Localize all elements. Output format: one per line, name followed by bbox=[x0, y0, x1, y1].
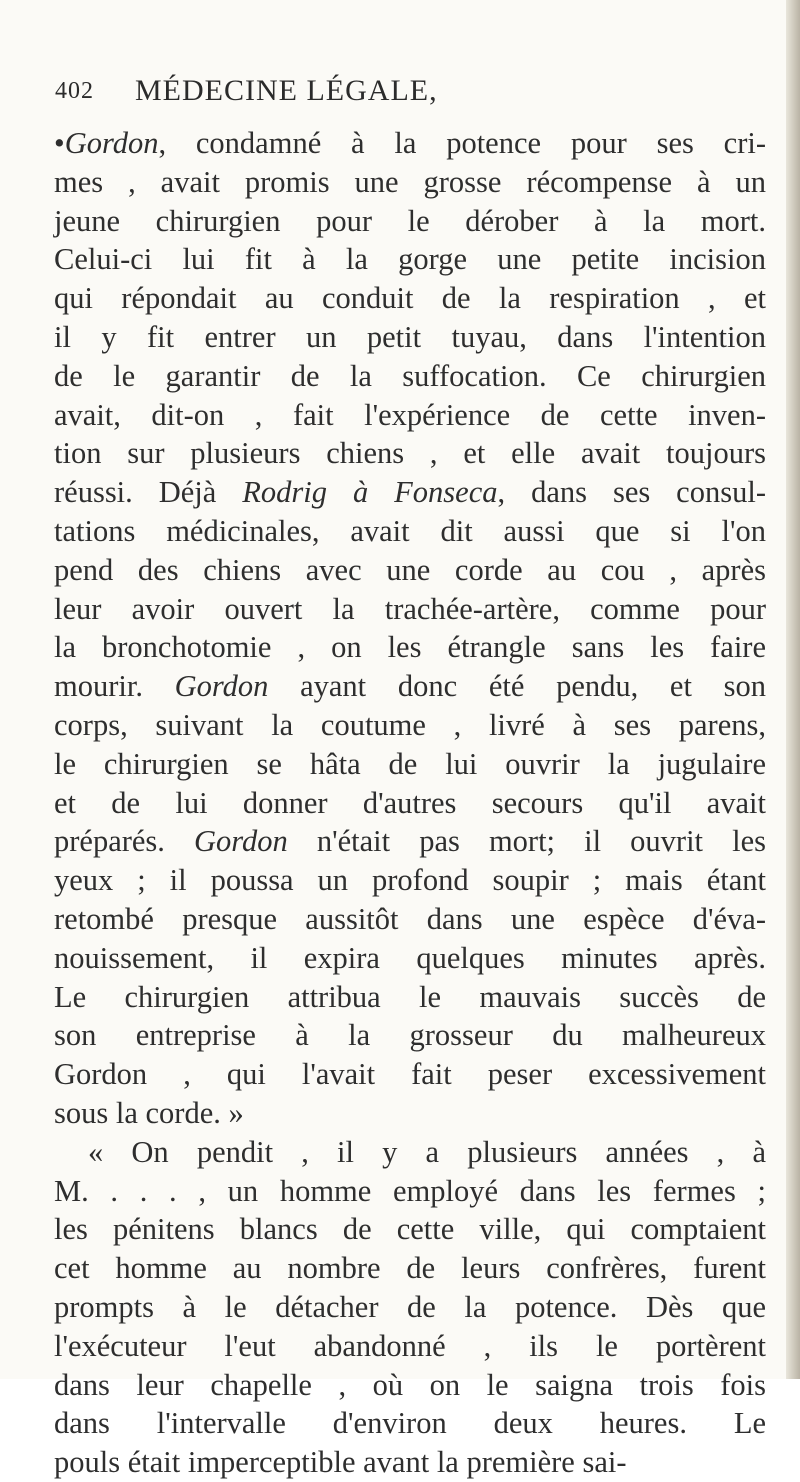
text-line bbox=[54, 628, 766, 667]
text-segment: cet homme au nombre de leurs confrères, furent bbox=[54, 1251, 766, 1286]
text-line bbox=[54, 745, 766, 784]
text-line bbox=[54, 1016, 766, 1055]
text-segment: prompts à le détacher de la potence. Dès que bbox=[54, 1289, 766, 1324]
text-segment: pend des chiens avec une corde au cou , après bbox=[54, 552, 766, 587]
page-edge-shadow bbox=[786, 0, 800, 1379]
text-line bbox=[54, 1172, 766, 1211]
text-line bbox=[54, 512, 766, 551]
text-segment: Gordon , qui l'avait fait peser excessivement bbox=[54, 1057, 766, 1092]
italic-name: Gordon bbox=[194, 824, 288, 859]
text-segment: , condamné à la potence pour ses cri- bbox=[158, 126, 766, 160]
italic-name: Gordon bbox=[64, 126, 159, 160]
text-segment: de le garantir de la suffocation. Ce chirurgien bbox=[54, 358, 766, 393]
text-line bbox=[54, 1249, 766, 1288]
text-segment: la bronchotomie , on les étrangle sans les faire bbox=[54, 630, 766, 665]
text-segment: mourir. bbox=[54, 669, 175, 704]
text-segment: « On pendit , il y a plusieurs années , à bbox=[88, 1134, 766, 1169]
italic-name: Rodrig à Fonseca bbox=[242, 475, 498, 510]
text-segment: sous la corde. » bbox=[54, 1095, 244, 1130]
text-line bbox=[54, 473, 766, 512]
text-line bbox=[54, 163, 766, 202]
text-line bbox=[54, 396, 766, 435]
text-segment: M. . . . , un homme employé dans les fermes ; bbox=[54, 1173, 766, 1208]
text-segment: dans leur chapelle , où on le saigna trois fois bbox=[54, 1367, 766, 1402]
text-line bbox=[54, 900, 766, 939]
text-segment: réussi. Déjà bbox=[54, 475, 243, 510]
body-text bbox=[54, 124, 766, 1482]
text-segment: l'exécuteur l'eut abandonné , ils le portèrent bbox=[54, 1328, 766, 1363]
text-segment: corps, suivant la coutume , livré à ses parens, bbox=[54, 707, 766, 742]
running-head: MÉDECINE LÉGALE, bbox=[135, 74, 438, 107]
text-line bbox=[54, 861, 766, 900]
text-segment: nouissement, il expira quelques minutes après. bbox=[54, 940, 766, 975]
text-segment: pouls était imperceptible avant la première sai- bbox=[54, 1445, 627, 1480]
text-line bbox=[54, 1443, 766, 1482]
text-line bbox=[54, 318, 766, 357]
italic-name: Gordon bbox=[174, 669, 269, 704]
text-line bbox=[54, 1133, 766, 1172]
text-line bbox=[54, 1404, 766, 1443]
text-line bbox=[54, 240, 766, 279]
text-segment: mes , avait promis une grosse récompense à un bbox=[54, 164, 766, 199]
text-segment: le chirurgien se hâta de lui ouvrir la jugulaire bbox=[54, 746, 766, 781]
text-line bbox=[54, 279, 766, 318]
text-line bbox=[54, 124, 766, 163]
text-segment: et de lui donner d'autres secours qu'il avait bbox=[54, 785, 766, 820]
text-segment: jeune chirurgien pour le dérober à la mort. bbox=[54, 203, 766, 238]
text-segment: yeux ; il poussa un profond soupir ; mais étant bbox=[54, 863, 766, 898]
text-line bbox=[54, 822, 766, 861]
text-line bbox=[54, 357, 766, 396]
text-line bbox=[54, 939, 766, 978]
text-line bbox=[54, 784, 766, 823]
text-line bbox=[54, 1327, 766, 1366]
page-number: 402 bbox=[55, 78, 94, 104]
text-line bbox=[54, 1094, 766, 1133]
text-segment: son entreprise à la grosseur du malheureux bbox=[54, 1018, 766, 1053]
text-line bbox=[54, 590, 766, 629]
text-segment: • bbox=[54, 126, 65, 160]
text-segment: n'était pas mort; il ouvrit les bbox=[287, 824, 766, 859]
text-line bbox=[54, 1210, 766, 1249]
text-line bbox=[54, 1055, 766, 1094]
text-segment: retombé presque aussitôt dans une espèce d'éva- bbox=[54, 901, 766, 936]
text-segment: tion sur plusieurs chiens , et elle avait toujours bbox=[54, 436, 766, 471]
text-line bbox=[54, 434, 766, 473]
text-line bbox=[54, 706, 766, 745]
text-segment: qui répondait au conduit de la respiration , et bbox=[54, 281, 766, 316]
text-segment: préparés. bbox=[54, 824, 195, 859]
page-header bbox=[55, 74, 755, 114]
text-line bbox=[54, 667, 766, 706]
text-line bbox=[54, 551, 766, 590]
text-line bbox=[54, 1366, 766, 1405]
text-segment: leur avoir ouvert la trachée-artère, comme pour bbox=[54, 591, 766, 626]
text-segment: tations médicinales, avait dit aussi que si l'on bbox=[54, 513, 766, 548]
text-segment: avait, dit-on , fait l'expérience de cette inven- bbox=[54, 397, 766, 432]
text-segment: Celui-ci lui fit à la gorge une petite incision bbox=[54, 242, 766, 277]
text-segment: il y fit entrer un petit tuyau, dans l'intention bbox=[54, 319, 766, 354]
text-segment: , dans ses consul- bbox=[497, 475, 766, 510]
text-line bbox=[54, 978, 766, 1017]
text-segment: dans l'intervalle d'environ deux heures. Le bbox=[54, 1406, 766, 1441]
text-line bbox=[54, 202, 766, 241]
text-line bbox=[54, 1288, 766, 1327]
text-segment: Le chirurgien attribua le mauvais succès de bbox=[54, 979, 766, 1014]
text-segment: ayant donc été pendu, et son bbox=[268, 669, 766, 704]
text-segment: les pénitens blancs de cette ville, qui comptaient bbox=[54, 1212, 766, 1247]
